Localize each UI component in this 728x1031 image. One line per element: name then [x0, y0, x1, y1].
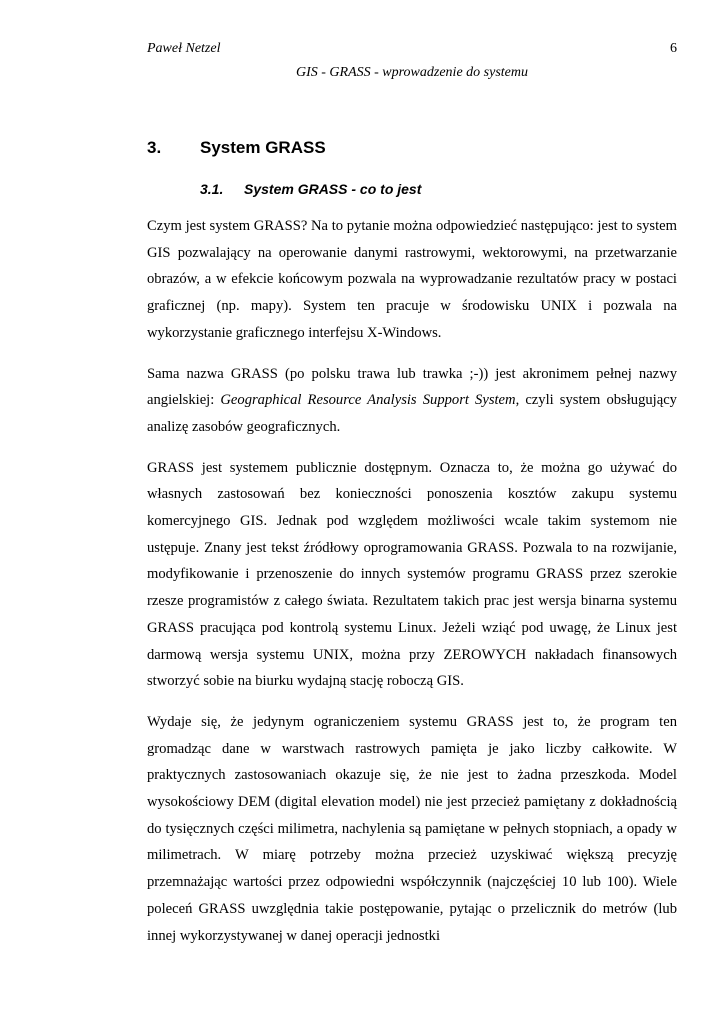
section-heading	[147, 138, 326, 158]
paragraph: Czym jest system GRASS? Na to pytanie można odpowiedzieć następująco: jest to system GIS pozwalający na operowanie danymi rastrowymi, wektorowymi, na przetwarzanie obrazów, a w efekcie końcowym pozwala na wyprowadzanie rezultatów pracy w postaci graficznej (np. mapy). System ten pracuje w środowisku UNIX i pozwala na wykorzystanie graficznego interfejsu X-Windows.	[147, 218, 677, 341]
paragraph-text: Sama nazwa GRASS (po polsku trawa lub trawka ;-)) jest akronimem pełnej nazwy angielskiej:	[147, 365, 677, 409]
subsection-number: 3.1.	[200, 181, 224, 197]
header-author: Paweł Netzel	[147, 41, 221, 56]
body-text	[147, 213, 677, 963]
paragraph	[147, 361, 677, 441]
paragraph-emphasis: Geographical Resource Analysis Support System	[220, 392, 516, 409]
running-title: GIS - GRASS - wprowadzenie do systemu	[295, 65, 528, 80]
section-number: 3.	[147, 138, 162, 157]
subsection-heading	[200, 181, 421, 198]
page-number: 6	[670, 41, 677, 56]
section-title: System GRASS	[200, 138, 326, 157]
paragraph: Wydaje się, że jedynym ograniczeniem systemu GRASS jest to, że program ten gromadząc dane w warstwach rastrowych pamięta je jako liczby całkowite. W praktycznych zastosowaniach okazuje się, że nie jest to żadna przeszkoda. Model wysokościowy DEM (digital elevation model) nie jest przecież pamiętany z dokładnością do tysięcznych części milimetra, nachylenia są pamiętane w pełnych stopniach, a opady w milimetrach. W miarę potrzeby można przecież uzyskiwać większą precyzję przemnażając wartości przez odpowiedni współczynnik (najczęściej 10 lub 100). Wiele poleceń GRASS uwzględnia takie postępowanie, pytając o przelicznik do metrów (lub innej wykorzystywanej w danej operacji jednostki	[147, 713, 677, 944]
paragraph-text: , czyli system obsługujący analizę zasobów geograficznych.	[147, 392, 677, 435]
subsection-title: System GRASS - co to jest	[244, 181, 422, 197]
paragraph: GRASS jest systemem publicznie dostępnym. Oznacza to, że można go używać do własnych zastosowań bez konieczności ponoszenia kosztów zakupu systemu komercyjnego GIS. Jednak pod względem możliwości wcale takim systemom nie ustępuje. Znany jest tekst źródłowy oprogramowania GRASS. Pozwala to na rozwijanie, modyfikowanie i przenoszenie do innych systemów programu GRASS przez szerokie rzesze programistów z całego świata. Rezultatem takich prac jest wersja binarna systemu GRASS pracująca pod kontrolą systemu Linux. Jeżeli wziąć pod uwagę, że Linux jest darmową wersja systemu UNIX, można przy ZEROWYCH nakładach finansowych stworzyć sobie na biurku wydajną stację roboczą GIS.	[147, 459, 677, 690]
